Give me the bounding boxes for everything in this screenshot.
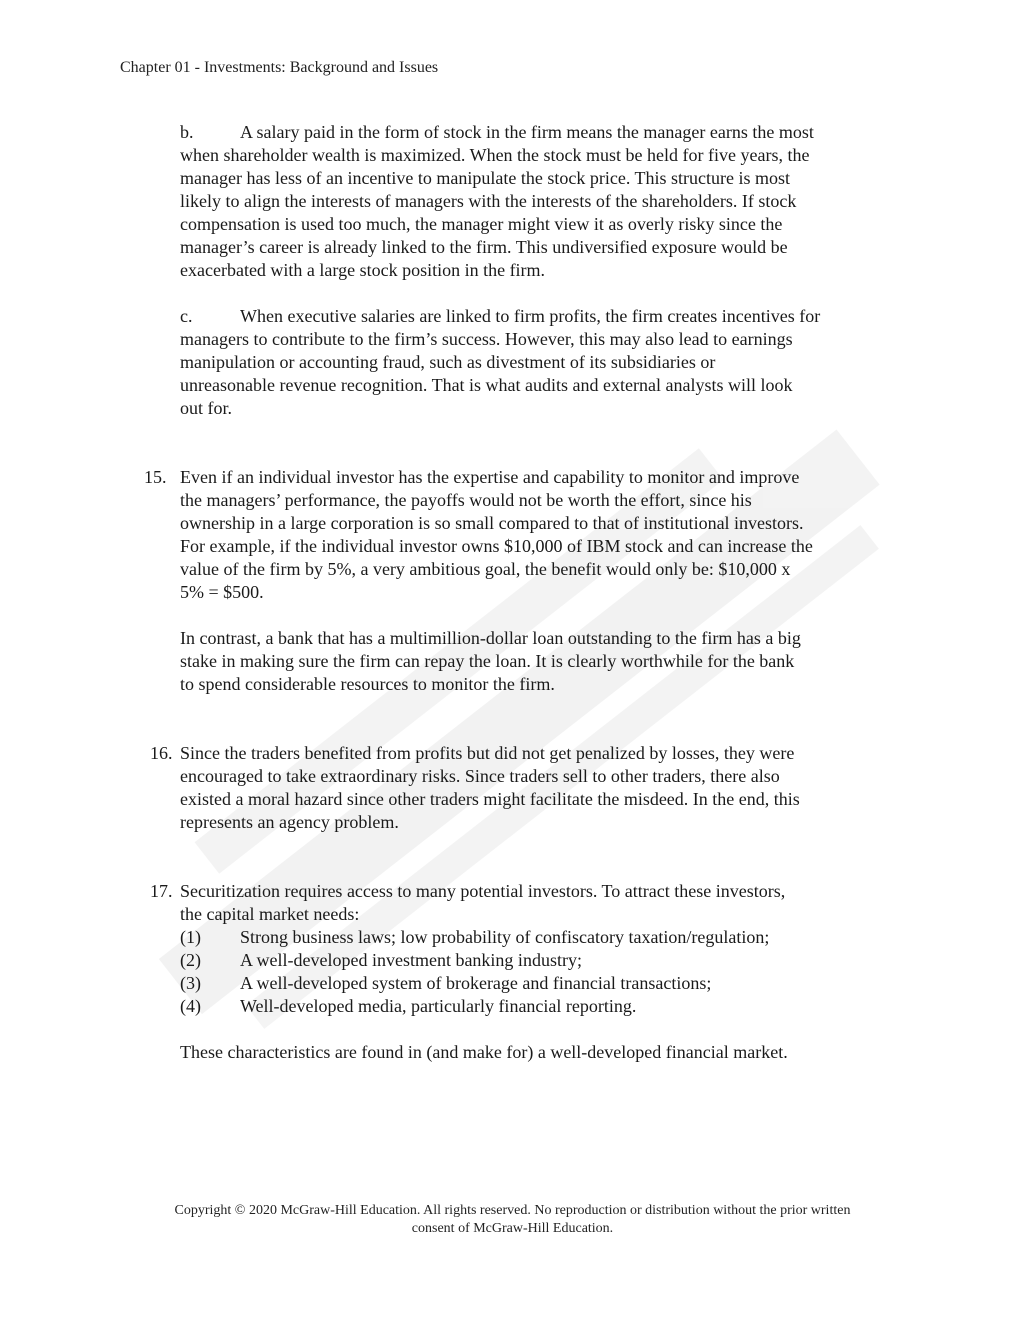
text-line: These characteristics are found in (and make for) a well-developed financial market. [180, 1042, 788, 1062]
text-line: ownership in a large corporation is so small compared to that of institutional investors. [180, 513, 804, 533]
question-17-number: 17. [150, 881, 173, 901]
text-line: managers to contribute to the firm’s success. However, this may also lead to earnings [180, 329, 793, 349]
answer-c-text [180, 305, 900, 420]
text-line: to spend considerable resources to monitor the firm. [180, 674, 555, 694]
list-item-text: A well-developed system of brokerage and financial transactions; [240, 973, 712, 993]
text-line: out for. [180, 398, 232, 418]
text-line: exacerbated with a large stock position in the firm. [180, 260, 546, 280]
question-17-conclusion [180, 1041, 900, 1064]
text-line: likely to align the interests of managers with the interests of the shareholders. If stock [180, 191, 797, 211]
text-line: the managers’ performance, the payoffs would not be worth the effort, since his [180, 490, 752, 510]
text-line: existed a moral hazard since other traders might facilitate the misdeed. In the end, this [180, 789, 800, 809]
answer-c-label: c. [180, 306, 193, 326]
question-15-para-2 [180, 627, 900, 696]
text-line: stake in making sure the firm can repay the loan. It is clearly worthwhile for the bank [180, 651, 795, 671]
text-line: Since the traders benefited from profits but did not get penalized by losses, they were [180, 743, 795, 763]
list-item-text: Strong business laws; low probability of confiscatory taxation/regulation; [240, 927, 770, 947]
text-line: represents an agency problem. [180, 812, 399, 832]
list-item-number: (1) [180, 927, 201, 947]
text-line: manager’s career is already linked to the firm. This undiversified exposure would be [180, 237, 788, 257]
list-item-number: (4) [180, 996, 201, 1016]
answer-b-text [180, 121, 900, 282]
text-line: manager has less of an incentive to manipulate the stock price. This structure is most [180, 168, 791, 188]
question-15-number: 15. [144, 467, 167, 487]
list-item-number: (2) [180, 950, 201, 970]
text-line: Securitization requires access to many potential investors. To attract these investors, [180, 881, 786, 901]
text-line: unreasonable revenue recognition. That is what audits and external analysts will look [180, 375, 793, 395]
text-line: For example, if the individual investor owns $10,000 of IBM stock and can increase the [180, 536, 813, 556]
chapter-header: Chapter 01 - Investments: Background and Issues [120, 59, 439, 76]
text-line: Even if an individual investor has the expertise and capability to monitor and improve [180, 467, 800, 487]
text-line: value of the firm by 5%, a very ambitious goal, the benefit would only be: $10,000 x [180, 559, 791, 579]
text-line: manipulation or accounting fraud, such as divestment of its subsidiaries or [180, 352, 716, 372]
footer-line-1: Copyright © 2020 McGraw-Hill Education. All rights reserved. No reproduction or distribution without the prior written [174, 1203, 851, 1218]
question-16-text [180, 742, 900, 834]
text-line: when shareholder wealth is maximized. When the stock must be held for five years, the [180, 145, 810, 165]
question-16-number: 16. [150, 743, 173, 763]
text-line: compensation is used too much, the manager might view it as overly risky since the [180, 214, 783, 234]
text-line: In contrast, a bank that has a multimillion-dollar loan outstanding to the firm has a big [180, 628, 801, 648]
question-15-para-1 [180, 466, 900, 604]
list-item-text: A well-developed investment banking industry; [240, 950, 582, 970]
list-item-number: (3) [180, 973, 201, 993]
answer-b-label: b. [180, 122, 194, 142]
text-line: the capital market needs: [180, 904, 360, 924]
text-line: encouraged to take extraordinary risks. Since traders sell to other traders, there also [180, 766, 780, 786]
list-item-text: Well-developed media, particularly financial reporting. [240, 996, 637, 1016]
question-17-intro [180, 880, 900, 926]
footer-line-2: consent of McGraw-Hill Education. [411, 1221, 614, 1236]
text-line: A salary paid in the form of stock in the firm means the manager earns the most [240, 122, 814, 142]
text-line: 5% = $500. [180, 582, 264, 602]
text-line: When executive salaries are linked to firm profits, the firm creates incentives for [240, 306, 821, 326]
